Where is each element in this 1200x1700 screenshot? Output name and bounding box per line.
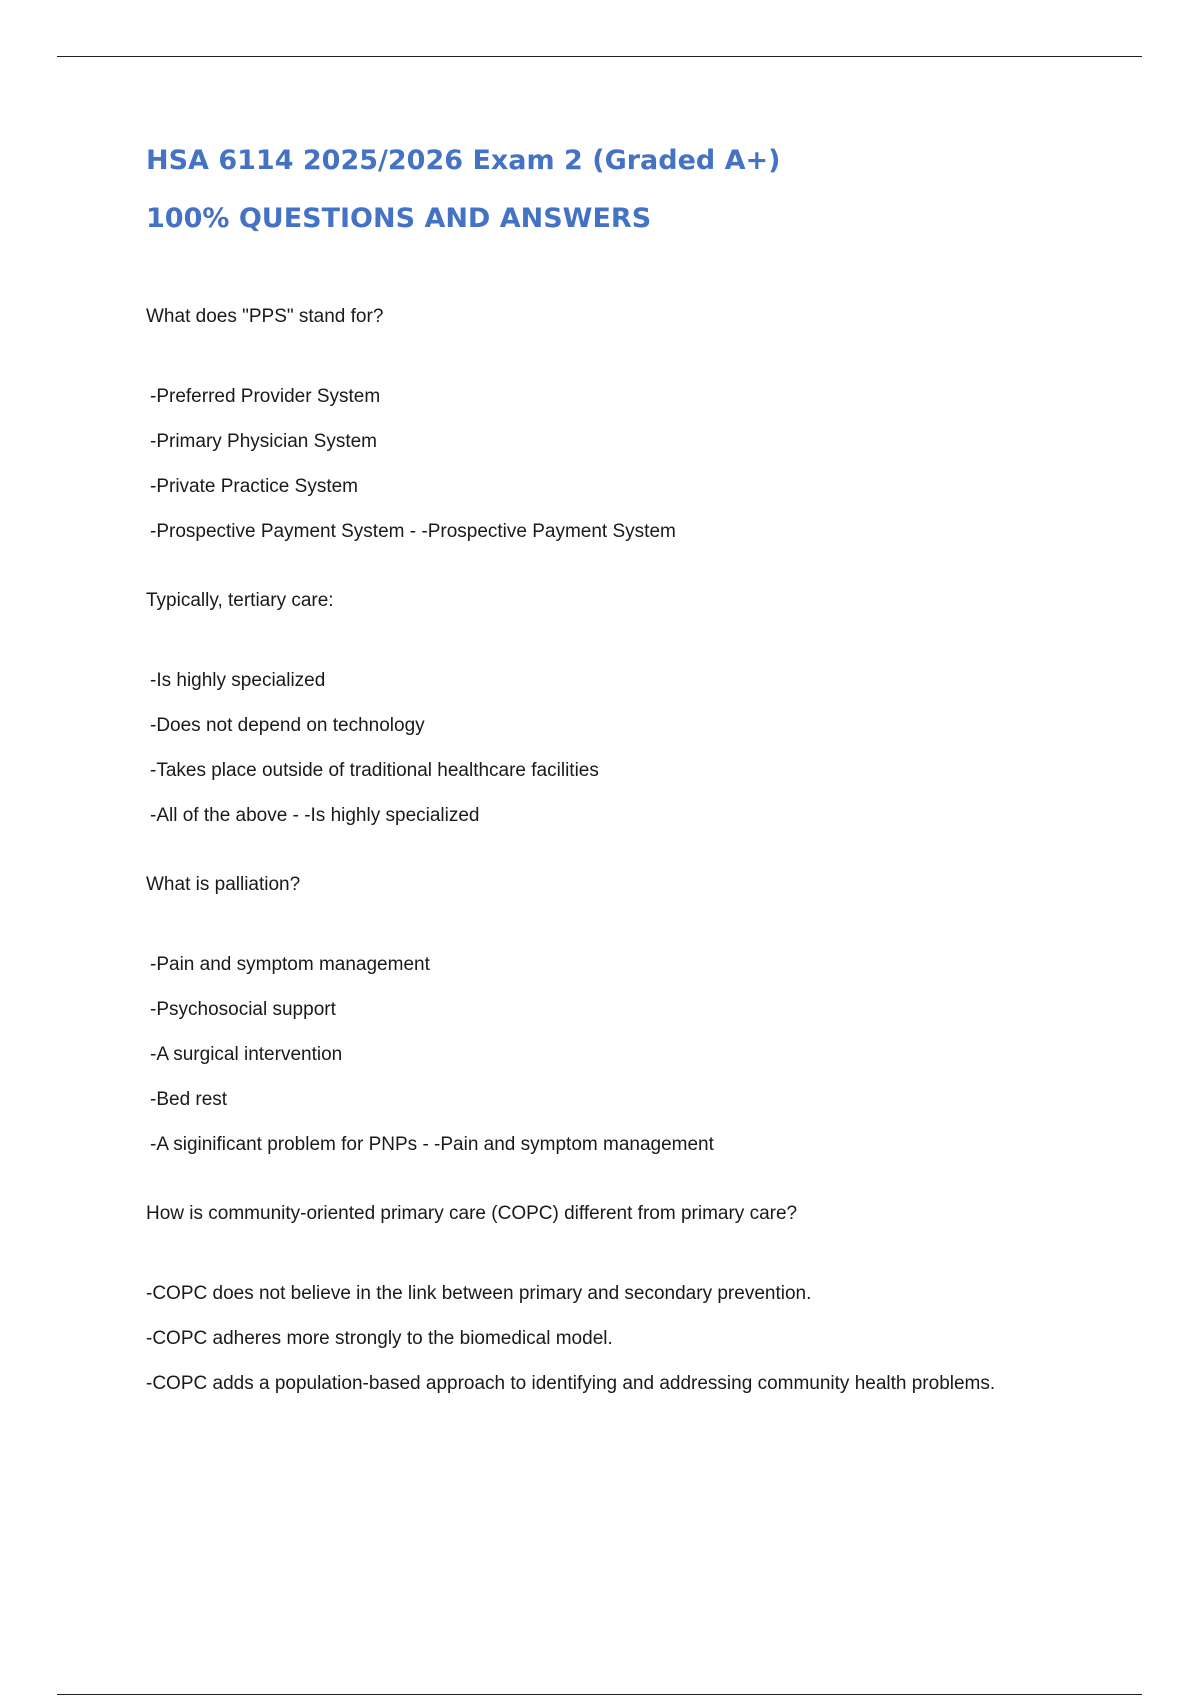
option-item: -COPC does not believe in the link between primary and secondary prevention. [146,1283,812,1304]
option-list [146,385,1106,544]
option-item: -COPC adheres more strongly to the biomedical model. [146,1328,613,1349]
footer-rule [57,1694,1142,1695]
page-content [146,145,1106,1441]
option-item: -Pain and symptom management [150,954,430,975]
document-title-line-2: 100% QUESTIONS AND ANSWERS [146,203,652,234]
option-item: -Is highly specialized [150,670,326,691]
question-text: What does "PPS" stand for? [146,306,384,327]
option-item: -A surgical intervention [150,1044,343,1065]
question-text: How is community-oriented primary care (COPC) different from primary care? [146,1203,798,1224]
option-item: -Takes place outside of traditional healthcare facilities [150,760,599,781]
header-rule [57,56,1142,57]
question-block-4 [146,1202,1106,1396]
option-item: -All of the above - -Is highly specialized [150,805,480,826]
option-item: -Private Practice System [150,476,358,497]
option-item: -A siginificant problem for PNPs - -Pain and symptom management [150,1134,714,1155]
option-item: -COPC adds a population-based approach to identifying and addressing community health problems. [146,1373,996,1394]
question-block-3 [146,873,1106,1157]
option-item: -Does not depend on technology [150,715,425,736]
question-list [146,305,1106,1396]
option-item: -Primary Physician System [150,431,377,452]
option-list [146,953,1106,1157]
document-title-line-1: HSA 6114 2025/2026 Exam 2 (Graded A+) [146,145,781,176]
option-item: -Bed rest [150,1089,228,1110]
option-item: -Psychosocial support [150,999,336,1020]
question-block-2 [146,589,1106,828]
question-text: Typically, tertiary care: [146,590,334,611]
option-item: -Prospective Payment System - -Prospective Payment System [150,521,676,542]
option-list [146,1282,1106,1396]
option-item: -Preferred Provider System [150,386,381,407]
question-text: What is palliation? [146,874,301,895]
option-list [146,669,1106,828]
question-block-1 [146,305,1106,544]
